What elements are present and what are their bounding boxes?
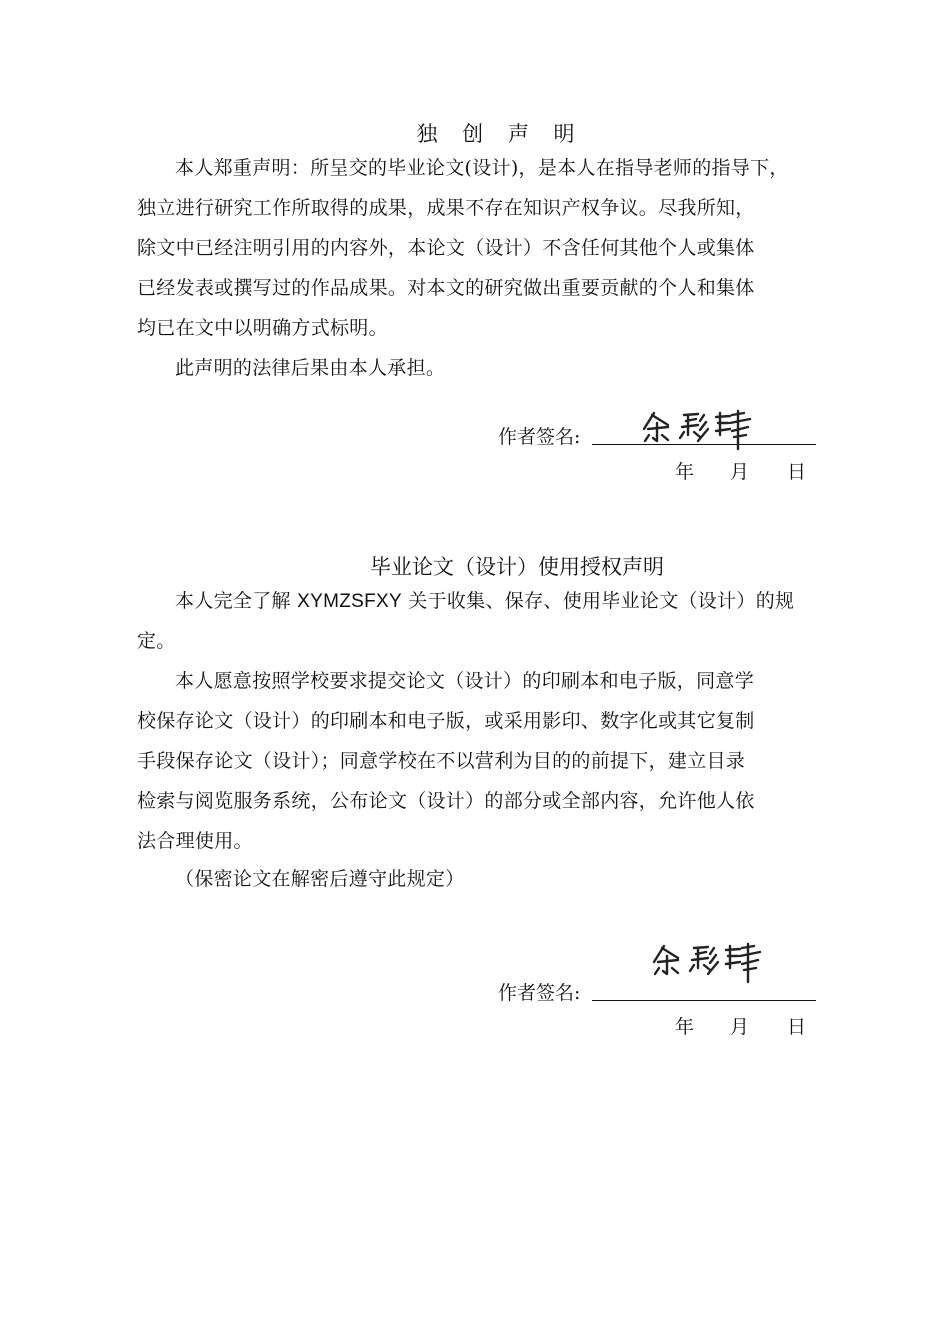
date-year-label: 年 [675,461,695,483]
paragraph-line: 此声明的法律后果由本人承担。 [175,357,446,379]
paragraph-line: 手段保存论文（设计）；同意学校在不以营利为目的的前提下，建立目录 [137,750,746,772]
author-signature-label: 作者签名: [498,982,581,1004]
handwritten-signature-icon [640,405,770,451]
paragraph-line: 已经发表或撰写过的作品成果。对本文的研究做出重要贡献的个人和集体 [137,277,755,299]
date-year-label: 年 [675,1016,695,1038]
signature-line [592,1000,816,1001]
paragraph-line: 除文中已经注明引用的内容外，本论文（设计）不含任何其他个人或集体 [137,237,755,259]
paragraph-line: 本人愿意按照学校要求提交论文（设计）的印刷本和电子版，同意学 [175,670,755,692]
paragraph-line: 本人郑重声明：所呈交的毕业论文(设计)，是本人在指导老师的指导下， [175,157,789,179]
date-month-label: 月 [730,1016,750,1038]
confidentiality-note: （保密论文在解密后遵守此规定） [175,868,465,890]
date-day-label: 日 [787,461,807,483]
paragraph-line [175,589,794,614]
institution-code: XYMZSFXY [297,591,402,612]
handwritten-signature-icon [650,938,780,986]
date-day-label: 日 [787,1016,807,1038]
line-prefix: 本人完全了解 [175,590,298,612]
paragraph-line: 均已在文中以明确方式标明。 [137,317,388,339]
date-month-label: 月 [730,461,750,483]
paragraph-line: 定。 [137,630,176,652]
paragraph-line: 校保存论文（设计）的印刷本和电子版，或采用影印、数字化或其它复制 [137,710,755,732]
paragraph-line: 独立进行研究工作所取得的成果，成果不存在知识产权争议。尽我所知， [137,197,755,219]
paragraph-line: 检索与阅览服务系统，公布论文（设计）的部分或全部内容，允许他人依 [137,790,755,812]
paragraph-line: 法合理使用。 [137,830,253,852]
author-signature-label: 作者签名: [498,426,581,448]
originality-declaration-title: 独 创 声 明 [416,122,584,146]
line-suffix: 关于收集、保存、使用毕业论文（设计）的规 [401,590,795,612]
authorization-declaration-title: 毕业论文（设计）使用授权声明 [370,555,664,579]
